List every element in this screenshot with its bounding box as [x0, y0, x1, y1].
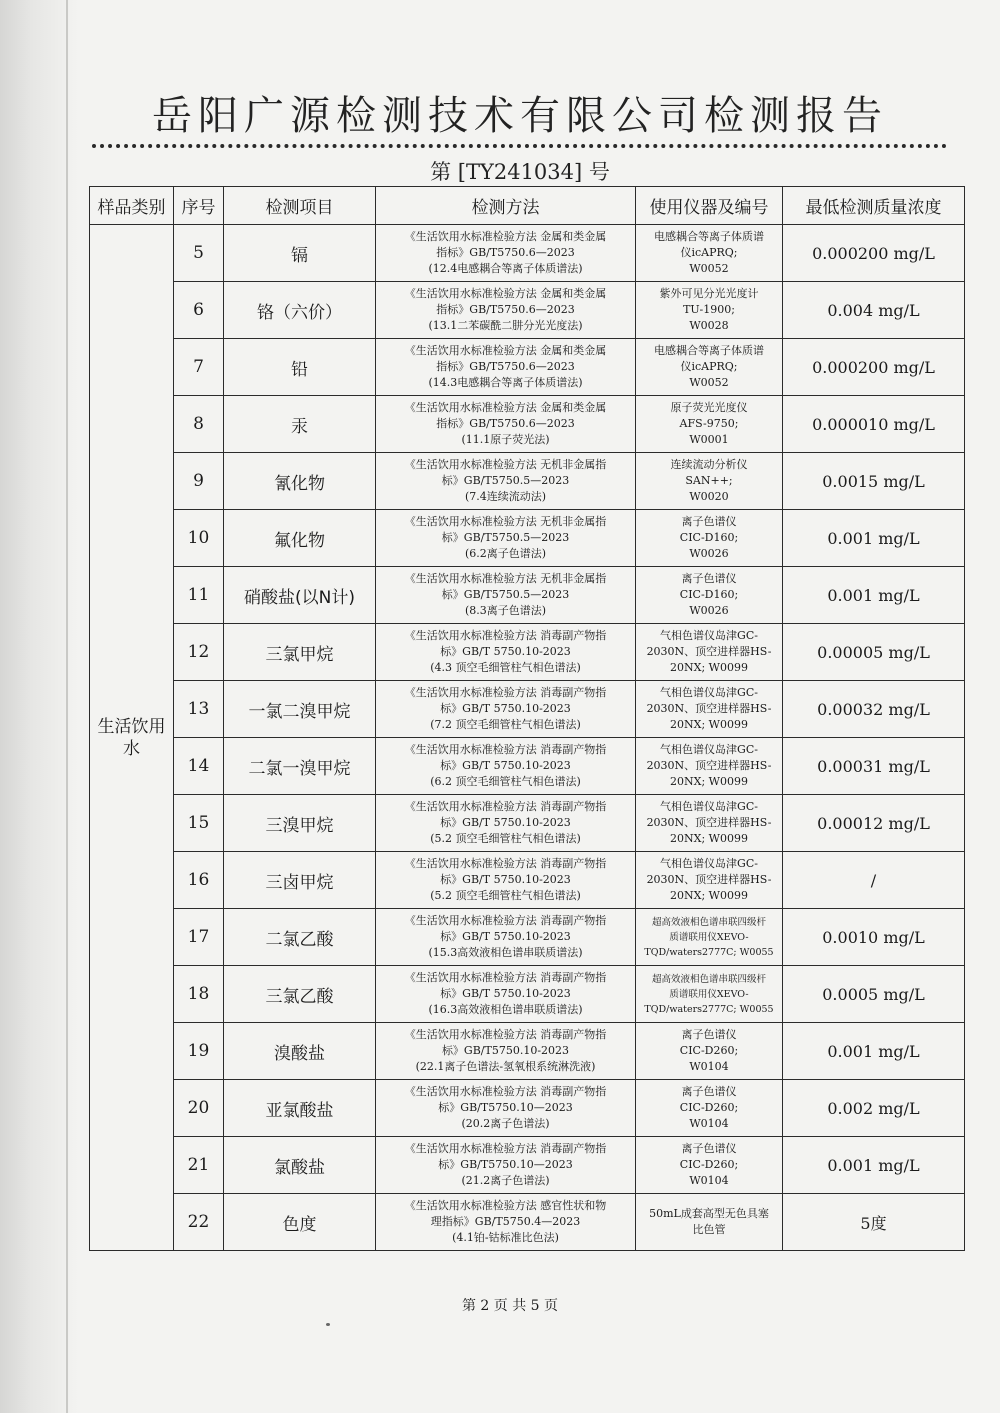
method-line: 标》GB/T5750.10-2023: [441, 1044, 570, 1057]
limit-cell: /: [783, 852, 965, 909]
instrument-cell: [636, 909, 783, 966]
method-line: (11.1原子荧光法): [461, 433, 550, 446]
seq-cell: 9: [174, 453, 224, 510]
instrument-line: 超高效液相色谱串联四级杆: [651, 916, 766, 928]
item-cell: 铅: [224, 339, 376, 396]
seq-cell: 12: [174, 624, 224, 681]
instrument-line: 气相色谱仪岛津GC-: [660, 629, 758, 642]
limit-cell: 0.001 mg/L: [783, 567, 965, 624]
instrument-line: TU-1900;: [683, 303, 735, 316]
method-line: 《生活饮用水标准检验方法 金属和类金属: [404, 287, 607, 300]
instrument-cell: [636, 852, 783, 909]
limit-cell: 0.00031 mg/L: [783, 738, 965, 795]
instrument-line: CIC-D260;: [679, 1101, 739, 1114]
method-line: 《生活饮用水标准检验方法 消毒副产物指: [404, 743, 607, 756]
col-header-item: 检测项目: [224, 187, 376, 225]
instrument-line: 2030N、顶空进样器HS-: [646, 759, 772, 772]
method-line: (13.1二苯碳酰二肼分光光度法): [428, 319, 583, 332]
instrument-line: TQD/waters2777C; W0055: [644, 1003, 774, 1015]
limit-cell: 0.000200 mg/L: [783, 225, 965, 282]
method-line: 《生活饮用水标准检验方法 消毒副产物指: [404, 914, 607, 927]
instrument-cell: [636, 225, 783, 282]
col-header-instrument: 使用仪器及编号: [636, 187, 783, 225]
instrument-cell: [636, 1080, 783, 1137]
page-number: 第 2 页 共 5 页: [461, 1298, 559, 1314]
table-row: [90, 225, 965, 282]
table-row: [90, 738, 965, 795]
limit-cell: 0.001 mg/L: [783, 1137, 965, 1194]
method-line: 《生活饮用水标准检验方法 无机非金属指: [404, 458, 607, 471]
instrument-line: 气相色谱仪岛津GC-: [660, 800, 758, 813]
method-cell: [376, 510, 636, 567]
table-row: [90, 795, 965, 852]
limit-cell: 5度: [783, 1194, 965, 1251]
seq-cell: 6: [174, 282, 224, 339]
method-cell: [376, 909, 636, 966]
instrument-line: W0104: [689, 1117, 729, 1130]
method-line: 《生活饮用水标准检验方法 金属和类金属: [404, 344, 607, 357]
item-cell: 三氯乙酸: [224, 966, 376, 1023]
table-row: [90, 453, 965, 510]
seq-cell: 21: [174, 1137, 224, 1194]
method-line: 《生活饮用水标准检验方法 消毒副产物指: [404, 1085, 607, 1098]
limit-cell: 0.001 mg/L: [783, 510, 965, 567]
seq-cell: 7: [174, 339, 224, 396]
instrument-line: W0028: [689, 319, 729, 332]
instrument-line: CIC-D160;: [679, 588, 739, 601]
method-cell: [376, 1194, 636, 1251]
instrument-cell: [636, 624, 783, 681]
instrument-line: 质谱联用仪XEVO-: [669, 988, 749, 1000]
table-row: [90, 396, 965, 453]
seq-cell: 8: [174, 396, 224, 453]
method-line: (15.3高效液相色谱串联质谱法): [428, 946, 583, 959]
seq-cell: 10: [174, 510, 224, 567]
method-line: 理指标》GB/T5750.4—2023: [430, 1215, 581, 1228]
instrument-line: 离子色谱仪: [681, 515, 737, 528]
seq-cell: 20: [174, 1080, 224, 1137]
instrument-line: 20NX; W0099: [670, 832, 748, 845]
method-line: 标》GB/T5750.5—2023: [441, 588, 570, 601]
method-line: 《生活饮用水标准检验方法 无机非金属指: [404, 515, 607, 528]
method-line: 标》GB/T 5750.10-2023: [440, 816, 571, 829]
instrument-cell: [636, 339, 783, 396]
report-number: 第 [TY241034] 号: [430, 160, 610, 184]
table-row: [90, 624, 965, 681]
instrument-line: AFS-9750;: [679, 417, 739, 430]
method-cell: [376, 681, 636, 738]
seq-cell: 5: [174, 225, 224, 282]
table-header-row: [90, 187, 965, 225]
instrument-line: CIC-D260;: [679, 1044, 739, 1057]
results-table: [89, 186, 965, 1251]
instrument-line: 2030N、顶空进样器HS-: [646, 816, 772, 829]
sample-category-line: 生活饮用: [97, 716, 166, 737]
instrument-line: 电感耦合等离子体质谱: [654, 230, 764, 243]
limit-cell: 0.004 mg/L: [783, 282, 965, 339]
method-line: 《生活饮用水标准检验方法 消毒副产物指: [404, 857, 607, 870]
item-cell: 汞: [224, 396, 376, 453]
item-cell: 一氯二溴甲烷: [224, 681, 376, 738]
method-line: 标》GB/T 5750.10-2023: [440, 873, 571, 886]
table-row: [90, 966, 965, 1023]
method-line: (22.1离子色谱法-氢氧根系统淋洗液): [415, 1060, 596, 1073]
sample-category-cell: [90, 225, 174, 1251]
instrument-line: 2030N、顶空进样器HS-: [646, 645, 772, 658]
method-line: (7.2 顶空毛细管柱气相色谱法): [430, 718, 581, 731]
method-line: 指标》GB/T5750.6—2023: [436, 246, 575, 259]
method-line: 《生活饮用水标准检验方法 消毒副产物指: [404, 1028, 607, 1041]
instrument-line: 离子色谱仪: [681, 1142, 737, 1155]
item-cell: 氟化物: [224, 510, 376, 567]
instrument-line: 原子荧光光度仪: [670, 401, 748, 414]
instrument-cell: [636, 567, 783, 624]
instrument-line: CIC-D260;: [679, 1158, 739, 1171]
seq-cell: 11: [174, 567, 224, 624]
method-line: 指标》GB/T5750.6—2023: [436, 417, 575, 430]
instrument-line: CIC-D160;: [679, 531, 739, 544]
dotted-divider: [92, 144, 947, 154]
method-line: (7.4连续流动法): [464, 490, 547, 503]
instrument-line: 50mL成套高型无色具塞: [649, 1207, 769, 1220]
method-line: 标》GB/T 5750.10-2023: [440, 702, 571, 715]
limit-cell: 0.001 mg/L: [783, 1023, 965, 1080]
method-line: (12.4电感耦合等离子体质谱法): [428, 262, 583, 275]
method-line: (6.2离子色谱法): [464, 547, 547, 560]
instrument-cell: [636, 510, 783, 567]
instrument-line: W0026: [689, 547, 729, 560]
method-line: (20.2离子色谱法): [461, 1117, 550, 1130]
instrument-line: W0052: [689, 376, 729, 389]
col-header-limit: 最低检测质量浓度: [783, 187, 965, 225]
instrument-cell: [636, 681, 783, 738]
instrument-line: 2030N、顶空进样器HS-: [646, 873, 772, 886]
seq-cell: 19: [174, 1023, 224, 1080]
method-cell: [376, 624, 636, 681]
instrument-line: 紫外可见分光光度计: [659, 287, 759, 300]
limit-cell: 0.0005 mg/L: [783, 966, 965, 1023]
limit-cell: 0.0015 mg/L: [783, 453, 965, 510]
table-row: [90, 567, 965, 624]
limit-cell: 0.00005 mg/L: [783, 624, 965, 681]
instrument-line: 气相色谱仪岛津GC-: [660, 857, 758, 870]
instrument-line: 质谱联用仪XEVO-: [669, 931, 749, 943]
instrument-line: TQD/waters2777C; W0055: [644, 946, 774, 958]
table-body: [90, 225, 965, 1251]
instrument-line: 20NX; W0099: [670, 775, 748, 788]
method-cell: [376, 282, 636, 339]
instrument-line: 20NX; W0099: [670, 661, 748, 674]
instrument-line: 超高效液相色谱串联四级杆: [651, 973, 766, 985]
col-header-seq: 序号: [174, 187, 224, 225]
table-row: [90, 852, 965, 909]
instrument-line: 气相色谱仪岛津GC-: [660, 686, 758, 699]
instrument-line: 比色管: [692, 1223, 726, 1236]
method-line: 标》GB/T5750.5—2023: [441, 531, 570, 544]
col-header-method: 检测方法: [376, 187, 636, 225]
method-line: (8.3离子色谱法): [464, 604, 547, 617]
method-cell: [376, 1080, 636, 1137]
item-cell: 镉: [224, 225, 376, 282]
table-row: [90, 1080, 965, 1137]
limit-cell: 0.000200 mg/L: [783, 339, 965, 396]
table-row: [90, 510, 965, 567]
table-row: [90, 909, 965, 966]
instrument-cell: [636, 738, 783, 795]
instrument-line: 离子色谱仪: [681, 1028, 737, 1041]
method-line: (14.3电感耦合等离子体质谱法): [428, 376, 583, 389]
instrument-line: 2030N、顶空进样器HS-: [646, 702, 772, 715]
instrument-cell: [636, 282, 783, 339]
method-line: 《生活饮用水标准检验方法 金属和类金属: [404, 230, 607, 243]
instrument-line: W0026: [689, 604, 729, 617]
item-cell: 铬（六价）: [224, 282, 376, 339]
method-line: 《生活饮用水标准检验方法 金属和类金属: [404, 401, 607, 414]
table-row: [90, 1137, 965, 1194]
method-line: 《生活饮用水标准检验方法 消毒副产物指: [404, 971, 607, 984]
instrument-line: 离子色谱仪: [681, 572, 737, 585]
limit-cell: 0.00032 mg/L: [783, 681, 965, 738]
method-cell: [376, 852, 636, 909]
seq-cell: 15: [174, 795, 224, 852]
method-line: 标》GB/T5750.10—2023: [438, 1101, 573, 1114]
instrument-line: 20NX; W0099: [670, 889, 748, 902]
instrument-line: 仪icAPRQ;: [680, 360, 738, 373]
item-cell: 三溴甲烷: [224, 795, 376, 852]
method-line: (6.2 顶空毛细管柱气相色谱法): [430, 775, 581, 788]
method-line: 标》GB/T 5750.10-2023: [440, 930, 571, 943]
method-line: 《生活饮用水标准检验方法 消毒副产物指: [404, 800, 607, 813]
instrument-cell: [636, 396, 783, 453]
table-row: [90, 339, 965, 396]
instrument-line: W0052: [689, 262, 729, 275]
binding-line: [66, 0, 68, 1413]
item-cell: 氰化物: [224, 453, 376, 510]
seq-cell: 22: [174, 1194, 224, 1251]
method-line: 《生活饮用水标准检验方法 消毒副产物指: [404, 686, 607, 699]
method-line: (21.2离子色谱法): [461, 1174, 550, 1187]
method-cell: [376, 339, 636, 396]
method-line: 标》GB/T5750.5—2023: [441, 474, 570, 487]
seq-cell: 13: [174, 681, 224, 738]
instrument-line: 气相色谱仪岛津GC-: [660, 743, 758, 756]
table-row: [90, 1023, 965, 1080]
item-cell: 氯酸盐: [224, 1137, 376, 1194]
method-cell: [376, 795, 636, 852]
method-cell: [376, 396, 636, 453]
instrument-line: 仪icAPRQ;: [680, 246, 738, 259]
instrument-line: 离子色谱仪: [681, 1085, 737, 1098]
seq-cell: 14: [174, 738, 224, 795]
method-cell: [376, 453, 636, 510]
instrument-cell: [636, 1023, 783, 1080]
item-cell: 亚氯酸盐: [224, 1080, 376, 1137]
method-line: (5.2 顶空毛细管柱气相色谱法): [430, 889, 581, 902]
method-cell: [376, 567, 636, 624]
instrument-line: 连续流动分析仪: [670, 458, 748, 471]
item-cell: 二氯乙酸: [224, 909, 376, 966]
instrument-line: 20NX; W0099: [670, 718, 748, 731]
method-cell: [376, 1137, 636, 1194]
method-line: 《生活饮用水标准检验方法 消毒副产物指: [404, 629, 607, 642]
method-line: (4.3 顶空毛细管柱气相色谱法): [430, 661, 581, 674]
method-cell: [376, 738, 636, 795]
method-line: 标》GB/T 5750.10-2023: [440, 987, 571, 1000]
seq-cell: 17: [174, 909, 224, 966]
instrument-line: W0001: [689, 433, 729, 446]
sample-category-line: 水: [123, 738, 140, 759]
method-line: (5.2 顶空毛细管柱气相色谱法): [430, 832, 581, 845]
method-line: (16.3高效液相色谱串联质谱法): [428, 1003, 583, 1016]
instrument-line: W0020: [689, 490, 729, 503]
paper-speck: [326, 1323, 330, 1326]
method-line: 《生活饮用水标准检验方法 无机非金属指: [404, 572, 607, 585]
limit-cell: 0.00012 mg/L: [783, 795, 965, 852]
method-line: 《生活饮用水标准检验方法 感官性状和物: [404, 1199, 607, 1212]
seq-cell: 18: [174, 966, 224, 1023]
instrument-cell: [636, 795, 783, 852]
method-cell: [376, 1023, 636, 1080]
method-line: 标》GB/T 5750.10-2023: [440, 645, 571, 658]
method-line: 标》GB/T 5750.10-2023: [440, 759, 571, 772]
instrument-line: W0104: [689, 1174, 729, 1187]
method-line: (4.1铂-钴标准比色法): [452, 1231, 559, 1244]
item-cell: 三氯甲烷: [224, 624, 376, 681]
limit-cell: 0.0010 mg/L: [783, 909, 965, 966]
method-cell: [376, 966, 636, 1023]
item-cell: 二氯一溴甲烷: [224, 738, 376, 795]
item-cell: 溴酸盐: [224, 1023, 376, 1080]
col-header-sample-category: 样品类别: [90, 187, 174, 225]
item-cell: 三卤甲烷: [224, 852, 376, 909]
table-row: [90, 282, 965, 339]
instrument-line: SAN++;: [685, 474, 733, 487]
instrument-line: W0104: [689, 1060, 729, 1073]
instrument-cell: [636, 1194, 783, 1251]
limit-cell: 0.002 mg/L: [783, 1080, 965, 1137]
seq-cell: 16: [174, 852, 224, 909]
limit-cell: 0.000010 mg/L: [783, 396, 965, 453]
instrument-line: 电感耦合等离子体质谱: [654, 344, 764, 357]
method-cell: [376, 225, 636, 282]
report-title: 岳阳广源检测技术有限公司检测报告: [152, 93, 888, 139]
instrument-cell: [636, 1137, 783, 1194]
instrument-cell: [636, 453, 783, 510]
item-cell: 硝酸盐(以N计): [224, 567, 376, 624]
method-line: 《生活饮用水标准检验方法 消毒副产物指: [404, 1142, 607, 1155]
item-cell: 色度: [224, 1194, 376, 1251]
method-line: 标》GB/T5750.10—2023: [438, 1158, 573, 1171]
method-line: 指标》GB/T5750.6—2023: [436, 303, 575, 316]
instrument-cell: [636, 966, 783, 1023]
table-row: [90, 681, 965, 738]
table-row: [90, 1194, 965, 1251]
method-line: 指标》GB/T5750.6—2023: [436, 360, 575, 373]
